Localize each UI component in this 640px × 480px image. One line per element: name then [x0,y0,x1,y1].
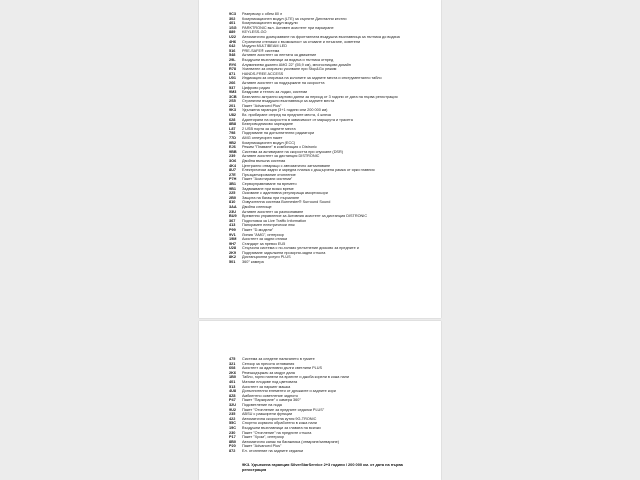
option-description: Стандарт за превоз EU5 [242,241,286,246]
option-code: P99 [229,227,236,232]
option-code: 29L [229,57,236,62]
option-description: Временно управление за Активния асистент за дистанция DISTRONIC [242,214,368,219]
equipment-list [229,12,435,265]
option-code: 2K9 [229,250,236,255]
option-code: 537 [229,85,236,90]
option-code: 401 [229,21,236,26]
option-code: 8U7 [229,168,236,173]
option-code: 642 [229,44,236,49]
option-code: U01 [229,76,236,81]
option-description: Активен асистент за поддържане на скоростта [242,80,325,85]
option-description: Безпроводниково зареждане [242,122,294,127]
option-code: 3B1 [229,181,236,186]
option-code: 9V1 [229,232,236,237]
option-description: Ремъкодържач за модул дала [242,370,295,375]
option-description: PARKTRONIC вкл. Активен асистент при паркиране [242,25,334,30]
option-description: Централно отварящо с автоматично затъмняване [242,163,331,168]
option-code: 201 [229,103,236,108]
option-description: Вх. прибиране отпред на предните места, 4 жлеза [242,113,331,118]
option-description: Електрически задни и заредна планка с дъщърчена рамка от ярки главния [242,168,375,173]
option-code: 4H6 [229,39,236,44]
option-code: P17 [229,435,236,440]
option-code: 501 [229,260,236,265]
option-code: 4U8 [229,389,236,394]
option-description: Индикация за спирачка на колоните за задните места и инструментално табло [242,76,382,81]
option-code: 9B1 [229,186,236,191]
option-description: Алуминиеви джанти AMG 22" (55,9 см), многоспицови дизайн [242,62,351,67]
option-description: Режим "Плаване" в комбинация с Distronic [242,145,317,150]
option-code: 413 [229,223,236,228]
option-code: 55C [229,421,236,426]
option-description: Въздушни възглавници за главата на всички [242,425,321,430]
option-description: Въздушни възглавници за водача и пътника отпред [242,57,334,62]
option-description: Комуникационен модул (ECC) [242,140,296,145]
option-description: Окачване с адаптивна регулираща амортисьори [242,191,328,196]
document-page-2 [199,321,441,480]
option-code: 628 [229,117,236,122]
option-description: Пръзцанчирование отопление [242,172,296,177]
option-description: Подгряване задължени прозорни-задни стъкла [242,250,326,255]
option-description: Пакет "Хром", интериор [242,435,284,440]
option-code: 2K6 [229,370,236,375]
option-code: 548 [229,53,236,58]
option-description: Допълнителни елементи от дръжките и задните кори [242,389,336,394]
document-page-1 [199,0,441,318]
option-code: 8K2 [229,255,236,260]
option-code: 77D [229,136,236,141]
option-description: Разервоар с обем 80 л [242,12,283,16]
option-description: Странични стелажи с възможност за сгъване и плъзгане, осветени [242,39,361,44]
option-code: 513 [229,384,236,389]
option-code: 225 [229,191,236,196]
option-code: 32U [229,402,236,407]
option-code: 9H7 [229,241,236,246]
option-description: Цифрово радио [242,85,271,90]
option-description: ABSU с разширени функции [242,412,293,417]
option-description: Панорамен електрически люк [242,223,295,228]
option-code: 1SG [229,25,237,30]
option-description: Асистент за адаптивни дълги светлини PLUS [242,366,323,371]
option-code: 3AA [229,204,237,209]
warranty-note: 9K3. Удължена гаранция SilverStarService 2+3 години / 200 000 км. от дата на първа регистрация [242,462,403,472]
option-code: 810 [229,200,236,205]
option-code: 235 [229,412,236,417]
equipment-list [229,357,435,453]
option-description: Двойна слепище [242,204,272,209]
option-description: Пакет "D-модели" [242,227,274,232]
option-description: Дистанционни услуги PLUS [242,255,291,260]
option-description: Подготовка за Live Traffic Information [242,218,307,223]
option-description: Пакет "Отопление" на предните стъкла [242,430,312,435]
option-description: Сервоуправляване на времето [242,181,297,186]
option-code: P7H [229,177,237,182]
option-code: 239 [229,154,236,159]
option-code: 9K3 [229,108,236,113]
option-description: Автоматична скоростна кутия 9G-TRONIC [242,416,317,421]
option-code: 516 [229,48,236,53]
list-item [229,260,435,265]
option-description: Пакет "Отопление за предните седалки PLUS" [242,407,325,412]
option-description: Пакет "Паркиране" с камера 360° [242,398,301,403]
option-description: Спортно кормило обработено в кожа нали [242,421,317,426]
option-code: 230 [229,430,236,435]
option-description: Асистент за задни отлики [242,237,288,242]
option-code: 2B0 [229,195,236,200]
option-code: 2S5 [229,99,236,104]
option-code: U82 [229,113,236,118]
option-description: Комуникационен модул модули [242,21,298,26]
option-code: 9U2 [229,407,236,412]
option-code: L87 [229,126,236,131]
option-code: 266 [229,80,236,85]
option-description: KEYLESS-GO [242,30,267,35]
option-description: Комуникационен модул (LTE) за сърните Дигитални кестли [242,16,347,21]
option-code: 889 [229,30,236,35]
option-description: Табло, горни панели на вратите и джоба корели в кожа нали [242,375,350,380]
option-description: 2 USB порта за задните места [242,126,296,131]
option-description: Модули MULTIBEAM LED [242,44,287,49]
option-description: Двойна външна система [242,159,286,163]
option-code: 19C [229,425,236,430]
option-code: 9C3 [229,12,236,16]
option-code: 475 [229,357,236,361]
option-code: 23U [229,209,236,214]
option-description: Сгърчила система с по-голямо уплътнение дисково за предните и [242,246,359,251]
option-code: 8B8 [229,122,236,127]
option-code: 27E [229,172,236,177]
option-description: Задвижване при всяко време [242,186,294,191]
list-item [229,449,435,454]
option-description: Защита на багаж при пързаляне [242,195,300,200]
option-code: U22 [229,34,236,39]
option-code: 367 [229,218,236,223]
option-code: 4K4 [229,163,236,168]
option-description: Усилвател за спирачно усилване при Stop&Go режим [242,67,337,72]
option-code: 9B2 [229,140,236,145]
option-code: 302 [229,16,236,21]
option-description: HANDS-FREE ACCESS [242,71,284,76]
option-code: 8Z8 [229,393,236,398]
option-description: Автоматично домързавяне на фронталната въздушна възглавница за пътника до водача [242,34,400,39]
option-description: Странични въздушни възглавници за задните места [242,99,335,104]
option-description: Подсветление на пода [242,402,282,407]
option-code: 1B0 [229,375,236,380]
option-code: 9M3 [229,90,237,95]
option-description: Пакет "Асистирани системи" [242,177,293,182]
option-description: Удължена гаранция (3+1 години или 200 000 км) [242,108,328,113]
option-description: Безплатно актуално картови данни за период от 3 години от дата на първа регистрация [242,94,398,99]
option-code: P20 [229,444,236,449]
option-code: BU9 [229,214,237,219]
option-code: 422 [229,416,236,421]
option-code: 872 [229,448,236,453]
option-description: Активен асистент за разпознаване [242,209,304,214]
option-description: Система за следене налягането в гумите [242,357,315,361]
option-code: 9BB [229,149,237,154]
option-description: Амбиентно осветление задното [242,393,298,398]
option-description: Линия "AMG", интериор [242,232,284,237]
option-code: 321 [229,361,236,366]
option-description: Сензор за пресота отлявания [242,361,295,366]
option-description: Подгряване на допълнителни радиатори [242,131,315,136]
option-code: 401 [229,379,236,384]
option-description: PRE-SAFE® система [242,48,280,53]
option-code: 8B0 [229,439,236,444]
option-code: 3CB [229,94,237,99]
option-description: AMG огнеупорен пакет [242,136,283,141]
option-description: Ел. отопление на задните седалки [242,448,304,453]
option-description: Активен асистент за лентата за движение [242,53,317,58]
option-description: Асистент за паркинг машка [242,384,291,389]
option-code: 608 [229,366,236,371]
option-description: Адаптирани на скоростта в зависимост от маршрута и трасета [242,117,353,122]
option-code: 19M [229,237,237,242]
option-code: EJ6 [229,145,236,150]
option-description: Активен асистент за дистанция DISTRONIC [242,154,320,159]
option-code: 871 [229,71,236,76]
option-code: 3O6 [229,159,237,163]
option-description: Автоматично капак на багажника (отваряне/затваряне) [242,439,339,444]
option-description: Пакет "Advanced Plus" [242,103,282,108]
option-description: Озвучителна система Burmester® Surround Sound [242,200,331,205]
option-code: R78 [229,67,236,72]
option-description: Матови плодове под цветовата [242,379,298,384]
option-code: P47 [229,398,236,403]
option-description: 360° камера [242,260,264,265]
option-code: RY6 [229,62,237,67]
option-code: 798 [229,131,236,136]
option-code: U28 [229,246,236,251]
option-description: Система за активиране на скоростта при спускане (DSR) [242,149,343,154]
option-description: Бездрове и теглич за лодки, системи [242,90,308,95]
option-description: Пакет "Advanced Plus" [242,444,282,449]
